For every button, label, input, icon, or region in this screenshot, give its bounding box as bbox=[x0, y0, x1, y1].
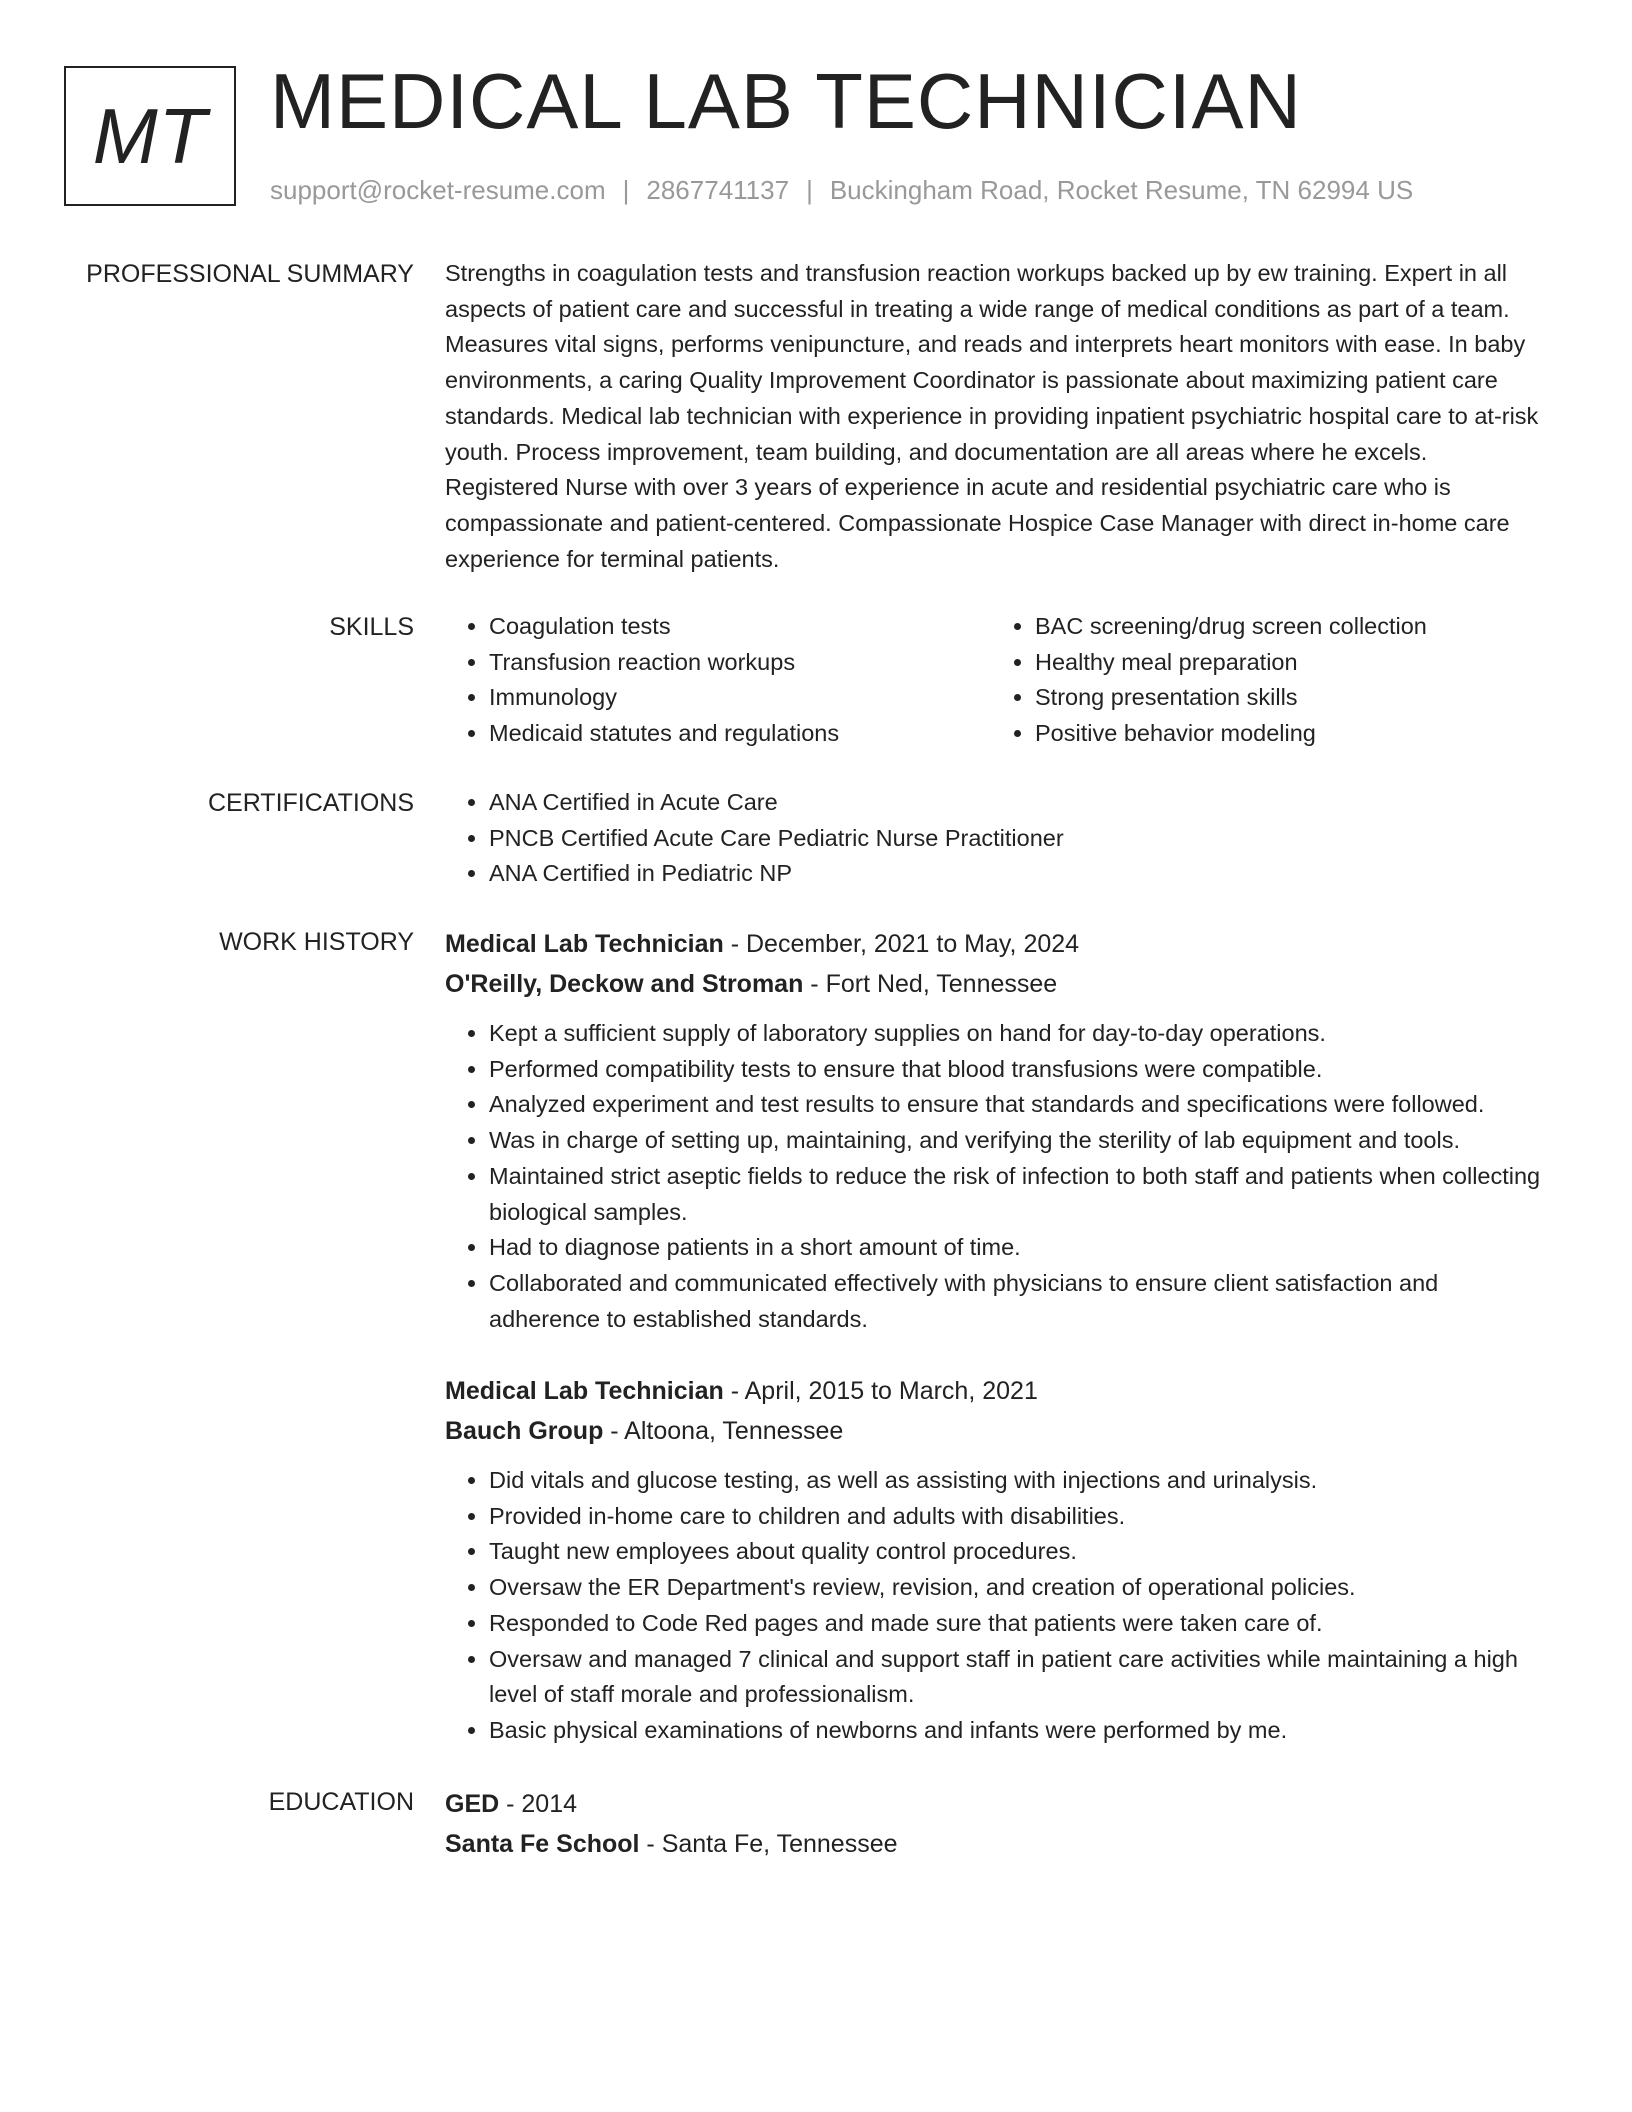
certification-item: • ANA Certified in Pediatric NP bbox=[489, 856, 1545, 892]
contact-email[interactable]: support@rocket-resume.com bbox=[270, 175, 606, 205]
job-duty: • Performed compatibility tests to ensure that blood transfusions were compatible. bbox=[489, 1052, 1545, 1088]
skills-list-right bbox=[991, 609, 1537, 752]
skill-item: • Coagulation tests bbox=[489, 609, 991, 645]
job-title-line bbox=[445, 1371, 1545, 1411]
certification-item: • PNCB Certified Acute Care Pediatric Nurse Practitioner bbox=[489, 821, 1545, 857]
job-location: - Fort Ned, Tennessee bbox=[803, 970, 1058, 998]
section-label-work-history: WORK HISTORY bbox=[219, 928, 414, 956]
job-duties-list bbox=[445, 1016, 1545, 1337]
skill-item: • BAC screening/drug screen collection bbox=[1035, 609, 1537, 645]
education-degree: GED bbox=[445, 1790, 500, 1818]
certifications-body bbox=[445, 785, 1545, 892]
job-dates: - April, 2015 to March, 2021 bbox=[723, 1377, 1038, 1405]
job-duty: • Was in charge of setting up, maintaining, and verifying the sterility of lab equipment and tools. bbox=[489, 1123, 1545, 1159]
section-label-certifications: CERTIFICATIONS bbox=[207, 789, 414, 817]
certification-item: • ANA Certified in Acute Care bbox=[489, 785, 1545, 821]
education-body bbox=[445, 1784, 1545, 1864]
job-entry bbox=[445, 924, 1545, 1337]
skill-item: • Immunology bbox=[489, 680, 991, 716]
job-dates: - December, 2021 to May, 2024 bbox=[723, 930, 1080, 958]
job-title: Medical Lab Technician bbox=[445, 930, 724, 958]
resume-title: MEDICAL LAB TECHNICIAN bbox=[270, 57, 1302, 145]
job-duty: • Analyzed experiment and test results to ensure that standards and specifications were followed. bbox=[489, 1087, 1545, 1123]
job-duties-list bbox=[445, 1463, 1545, 1749]
job-duty: • Responded to Code Red pages and made sure that patients were taken care of. bbox=[489, 1606, 1545, 1642]
job-company-line bbox=[445, 1411, 1545, 1451]
job-entry bbox=[445, 1371, 1545, 1749]
job-title: Medical Lab Technician bbox=[445, 1377, 724, 1405]
section-label-skills: SKILLS bbox=[329, 613, 414, 641]
education-year: - 2014 bbox=[499, 1790, 578, 1818]
job-company: Bauch Group bbox=[445, 1417, 604, 1445]
monogram-logo: MT bbox=[64, 66, 236, 206]
summary-body bbox=[445, 256, 1545, 577]
skill-item: • Healthy meal preparation bbox=[1035, 645, 1537, 681]
skills-body bbox=[445, 609, 1545, 752]
contact-phone[interactable]: 2867741137 bbox=[646, 175, 790, 205]
job-company-line bbox=[445, 964, 1545, 1004]
education-degree-line bbox=[445, 1784, 1545, 1824]
section-label-education: EDUCATION bbox=[268, 1788, 414, 1816]
job-duty: • Taught new employees about quality control procedures. bbox=[489, 1534, 1545, 1570]
skill-item: • Transfusion reaction workups bbox=[489, 645, 991, 681]
job-duty: • Kept a sufficient supply of laboratory supplies on hand for day-to-day operations. bbox=[489, 1016, 1545, 1052]
job-title-line bbox=[445, 924, 1545, 964]
job-duty: • Oversaw and managed 7 clinical and support staff in patient care activities while maintaining a high level of staff morale and professionalism. bbox=[489, 1642, 1545, 1713]
skill-item: • Strong presentation skills bbox=[1035, 680, 1537, 716]
contact-line bbox=[270, 172, 1413, 208]
job-duty: • Maintained strict aseptic fields to reduce the risk of infection to both staff and patients when collecting biological samples. bbox=[489, 1159, 1545, 1230]
skill-item: • Positive behavior modeling bbox=[1035, 716, 1537, 752]
job-duty: • Had to diagnose patients in a short amount of time. bbox=[489, 1230, 1545, 1266]
certifications-list bbox=[445, 785, 1545, 892]
contact-address: Buckingham Road, Rocket Resume, TN 62994 US bbox=[829, 175, 1414, 205]
skill-item: • Medicaid statutes and regulations bbox=[489, 716, 991, 752]
education-location: - Santa Fe, Tennessee bbox=[639, 1830, 898, 1858]
job-duty: • Collaborated and communicated effectively with physicians to ensure client satisfaction and adherence to established standards. bbox=[489, 1266, 1545, 1337]
contact-separator: | bbox=[622, 175, 630, 205]
job-location: - Altoona, Tennessee bbox=[603, 1417, 844, 1445]
skills-list-left bbox=[445, 609, 991, 752]
job-duty: • Did vitals and glucose testing, as well as assisting with injections and urinalysis. bbox=[489, 1463, 1545, 1499]
contact-separator: | bbox=[806, 175, 813, 205]
education-school: Santa Fe School bbox=[445, 1830, 640, 1858]
education-school-line bbox=[445, 1824, 1545, 1864]
job-company: O'Reilly, Deckow and Stroman bbox=[445, 970, 804, 998]
summary-text: Strengths in coagulation tests and transfusion reaction workups backed up by ew training. Expert in all aspects of patient care and successful in treating a wide range of medical conditions as part of a team. Measures vital signs, performs venipuncture, and reads and interprets heart monitors with ease. In baby environments, a caring Quality Improvement Coordinator is passionate about maximizing patient care standards. Medical lab technician with experience in providing inpatient psychiatric hospital care to at-risk youth. Process improvement, team building, and documentation are all areas where he excels. Registered Nurse with over 3 years of experience in acute and residential psychiatric care who is compassionate and patient-centered. Compassionate Hospice Case Manager with direct in-home care experience for terminal patients. bbox=[445, 260, 1539, 572]
job-duty: • Provided in-home care to children and adults with disabilities. bbox=[489, 1499, 1545, 1535]
section-label-summary: PROFESSIONAL SUMMARY bbox=[86, 260, 414, 288]
job-duty: • Basic physical examinations of newborns and infants were performed by me. bbox=[489, 1713, 1545, 1749]
job-duty: • Oversaw the ER Department's review, revision, and creation of operational policies. bbox=[489, 1570, 1545, 1606]
